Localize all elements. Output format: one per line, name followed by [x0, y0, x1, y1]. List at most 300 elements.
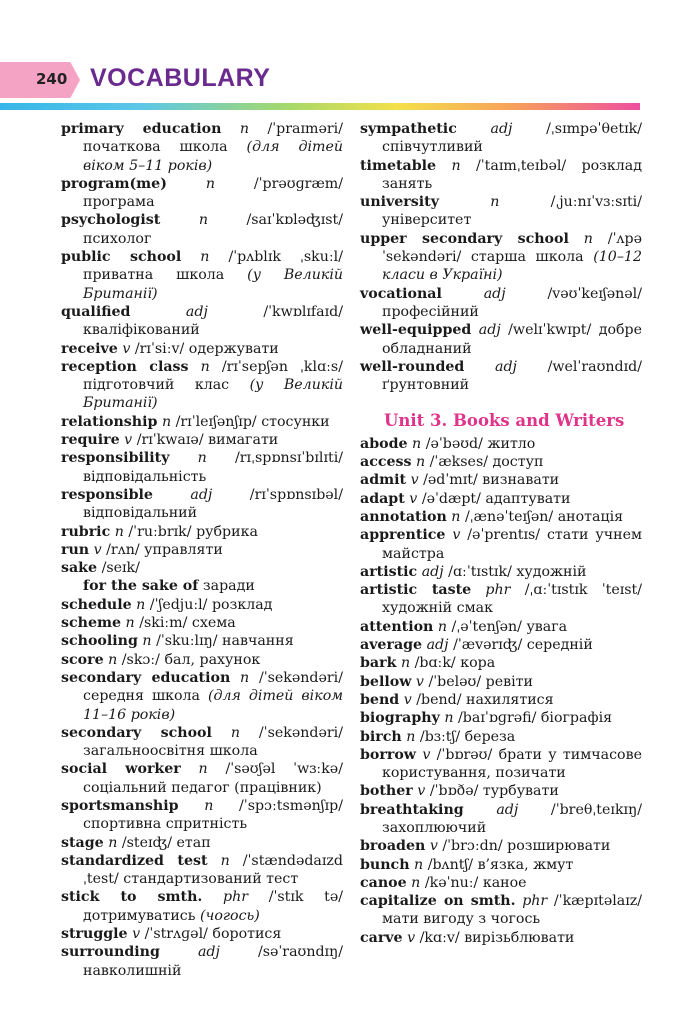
entry-transcription: /səˈraʊndɪŋ/ [257, 944, 344, 961]
entry-transcription: /welˈraʊndɪd/ [547, 358, 642, 375]
vocab-entry [61, 943, 343, 980]
entry-headword: well-equipped [360, 322, 472, 339]
entry-headword: stick to smth. [61, 889, 203, 906]
vocab-entry [360, 728, 642, 746]
entry-headword: require [61, 432, 120, 449]
entry-headword: annotation [360, 508, 447, 525]
entry-transcription: /bʌntʃ/ [427, 856, 474, 873]
entry-transcription: /skiːm/ [139, 615, 188, 632]
entry-part-of-speech: adj [494, 358, 517, 375]
entry-transcription: /bend/ [416, 691, 462, 708]
vocab-entry [360, 358, 642, 395]
entry-definition: нахилятися [466, 691, 554, 708]
entry-note: (10–12 класи в Україні) [382, 249, 642, 284]
entry-transcription: /ˌænəˈteɪʃən/ [464, 508, 554, 525]
entry-transcription: /baɪˈɒɡrəfi/ [458, 710, 537, 727]
entry-part-of-speech: n [200, 358, 210, 375]
entry-part-of-speech: adj [190, 486, 213, 503]
vocab-entry [360, 874, 642, 892]
entry-transcription: /ˈskuːlɪŋ/ [156, 633, 218, 650]
entry-transcription: /bɑːk/ [414, 655, 456, 672]
vocab-entry [360, 654, 642, 672]
entry-headword: public school [61, 249, 182, 266]
entry-part-of-speech: n [205, 175, 215, 192]
vocab-entry [360, 193, 642, 230]
entry-transcription: /ədˈmɪt/ [423, 472, 478, 489]
entry-definition: розклад занять [382, 157, 642, 192]
entry-headword: carve [360, 929, 403, 946]
vocab-entry [360, 508, 642, 526]
vocab-entry [61, 577, 343, 595]
entry-transcription: /ˈbrɔːdn/ [442, 838, 503, 855]
entry-headword: rubric [61, 523, 111, 540]
entry-definition: схема [191, 615, 236, 632]
entry-headword: birch [360, 728, 402, 745]
entry-part-of-speech: adj [197, 944, 220, 961]
entry-headword: average [360, 637, 423, 654]
entry-headword: struggle [61, 926, 128, 943]
entry-definition: бал, рахунок [164, 651, 261, 668]
entry-transcription: /rɪˈspɒnsɪbəl/ [249, 486, 343, 503]
entry-part-of-speech: n [230, 724, 240, 741]
entry-transcription: /ˈpʌblɪk ˌskuːl/ [228, 249, 343, 266]
entry-headword: secondary education [61, 669, 231, 686]
entry-definition: береза [464, 728, 516, 745]
entry-part-of-speech: v [122, 340, 131, 357]
entry-part-of-speech: v [132, 926, 141, 943]
entry-transcription: /ˈbeləʊ/ [428, 673, 482, 690]
entry-headword: apprentice [360, 527, 446, 544]
entry-part-of-speech: n [198, 761, 208, 778]
entry-definition: рубрика [196, 523, 258, 540]
entry-part-of-speech: phr [223, 889, 249, 906]
entry-part-of-speech: n [451, 508, 461, 525]
entry-headword: well-rounded [360, 358, 465, 375]
vocab-entry [360, 471, 642, 489]
entry-definition: художній смак [382, 600, 493, 617]
entry-transcription: /ˈkæpɪtəlaɪz/ [553, 893, 643, 910]
entry-part-of-speech: phr [485, 582, 511, 599]
entry-headword: sympathetic [360, 121, 457, 137]
left-column [61, 120, 343, 980]
vocab-entry [360, 618, 642, 636]
right-entries-bottom [360, 435, 642, 947]
entry-definition: біографія [540, 710, 613, 727]
unit-heading: Unit 3. Books and Writers [384, 411, 625, 431]
entry-headword: program(me) [61, 175, 167, 192]
entry-transcription: /ˈtaɪmˌteɪbəl/ [476, 157, 567, 174]
entry-part-of-speech: n [411, 874, 421, 891]
entry-transcription: /ˌəˈtenʃən/ [451, 618, 522, 635]
entry-transcription: /ˈkwɒlɪfaɪd/ [263, 303, 343, 320]
entry-definition: в’язка, жмут [477, 856, 574, 873]
entry-headword: attention [360, 618, 434, 635]
entry-transcription: /ˈbreθˌteɪkɪŋ/ [550, 801, 642, 818]
entry-part-of-speech: n [204, 797, 214, 814]
entry-part-of-speech: v [403, 691, 412, 708]
entry-headword: sportsmanship [61, 797, 179, 814]
vocab-entry [61, 614, 343, 632]
entry-definition: добре обладнаний [382, 322, 643, 357]
vocab-entry [61, 431, 343, 449]
entry-headword: artistic [360, 563, 418, 580]
entry-part-of-speech: n [451, 157, 461, 174]
entry-part-of-speech: v [124, 432, 133, 449]
entry-definition: брати у тимчасове користування, позичати [382, 746, 642, 782]
entry-part-of-speech: n [400, 655, 411, 672]
entry-headword: biography [360, 710, 440, 727]
entry-part-of-speech: v [407, 929, 416, 946]
entry-definition: визнавати [482, 472, 560, 489]
entry-part-of-speech: v [410, 472, 419, 489]
entry-transcription: /skɔː/ [121, 651, 160, 668]
entry-definition: заради [202, 578, 255, 595]
entry-part-of-speech: n [198, 212, 208, 229]
entry-part-of-speech: adj [483, 285, 506, 302]
entry-definition: розширювати [507, 838, 611, 855]
entry-note: (у Великій Британії) [83, 267, 343, 302]
entry-headword: relationship [61, 413, 158, 430]
entry-definition: каное [482, 874, 527, 891]
entry-part-of-speech: n [406, 728, 416, 745]
entry-transcription: /vəʊˈkeɪʃənəl/ [547, 285, 643, 302]
entry-definition: відповідальність [83, 468, 207, 485]
entry-part-of-speech: v [422, 746, 431, 763]
vocab-entry [61, 669, 343, 724]
entry-part-of-speech: adj [185, 303, 208, 320]
entry-part-of-speech: v [415, 673, 424, 690]
vocab-entry [61, 413, 343, 431]
entry-transcription: /ˈbɒrəʊ/ [436, 746, 493, 763]
entry-definition: програма [83, 194, 155, 211]
entry-definition: художній [516, 563, 587, 580]
entry-transcription: /rɪˈleɪʃənʃɪp/ [175, 413, 257, 430]
entry-part-of-speech: n [490, 194, 500, 211]
entry-headword: stage [61, 834, 104, 851]
vocab-entry [61, 303, 343, 340]
entry-transcription: /bɜːtʃ/ [419, 728, 461, 745]
entry-transcription: /rɪˈsepʃən ˌklɑːs/ [221, 358, 343, 375]
vocab-entry [61, 925, 343, 943]
vocab-entry [61, 248, 343, 303]
entry-definition: увага [526, 618, 568, 635]
entry-definition: адаптувати [485, 490, 571, 507]
entry-part-of-speech: n [161, 413, 172, 430]
vocab-entry [360, 435, 642, 453]
entry-headword: access [360, 454, 412, 471]
entry-transcription: /ˈpraɪməri/ [267, 121, 343, 137]
entry-definition: вимагати [208, 432, 279, 449]
entry-part-of-speech: v [429, 838, 438, 855]
entry-definition: доступ [492, 454, 544, 471]
entry-definition: старша школа [470, 249, 584, 266]
entry-transcription: /ˈstrʌɡəl/ [144, 926, 208, 943]
entry-transcription: /ˈprəʊɡræm/ [253, 175, 344, 192]
entry-headword: primary education [61, 121, 222, 137]
entry-definition: мати вигоду з чогось [382, 911, 541, 928]
entry-definition: ґрунтовний [382, 377, 470, 394]
vocab-entry [360, 782, 642, 800]
entry-definition: соціальний педагог (працівник) [83, 779, 322, 796]
entry-headword: upper secondary school [360, 230, 569, 247]
entry-headword: bellow [360, 673, 412, 690]
entry-definition: дотримуватись [83, 907, 196, 924]
vocab-entry [61, 651, 343, 669]
entry-headword: responsibility [61, 450, 170, 467]
entry-part-of-speech: n [416, 454, 426, 471]
entry-headword: adapt [360, 490, 405, 507]
entry-transcription: /welɪˈkwɪpt/ [508, 322, 592, 339]
entry-part-of-speech: n [412, 435, 422, 452]
vocab-entry [61, 541, 343, 559]
entry-part-of-speech: n [108, 834, 118, 851]
entry-definition: стати учнем майстра [382, 527, 642, 562]
entry-definition: університет [382, 212, 472, 229]
entry-transcription: /ˈsəʊʃəl ˈwɜːkə/ [225, 761, 343, 778]
entry-transcription: /ˈævərɪʤ/ [453, 637, 523, 654]
entry-headword: responsible [61, 486, 153, 503]
vocab-entry [360, 453, 642, 471]
vocab-entry [360, 636, 642, 654]
entry-transcription: /əˈdæpt/ [421, 490, 481, 507]
entry-note: (для дітей віком 5–11 років) [83, 139, 343, 174]
entry-headword: for the sake of [83, 578, 199, 595]
entry-headword: timetable [360, 157, 437, 174]
vocab-entry [360, 285, 642, 322]
entry-headword: psychologist [61, 212, 161, 229]
entry-note: (у Великій Британії) [83, 377, 344, 412]
entry-part-of-speech: n [220, 852, 230, 869]
rainbow-divider [0, 103, 640, 110]
vocab-entry [360, 490, 642, 508]
entry-headword: schooling [61, 633, 138, 650]
entry-definition: стосунки [261, 413, 330, 430]
vocab-entry [61, 834, 343, 852]
entry-definition: управляти [144, 541, 223, 558]
entry-transcription: /ˌsɪmpəˈθetɪk/ [546, 121, 642, 137]
entry-headword: schedule [61, 596, 132, 613]
vocab-entry [360, 691, 642, 709]
entry-definition: приватна школа [83, 267, 225, 284]
vocab-entry [61, 120, 343, 175]
entry-headword: breathtaking [360, 801, 464, 818]
entry-definition: ревіти [485, 673, 533, 690]
entry-part-of-speech: n [444, 710, 454, 727]
entry-headword: abode [360, 435, 408, 452]
vocab-entry [61, 632, 343, 650]
entry-part-of-speech: n [125, 615, 135, 632]
entry-transcription: /ˈsekəndəri/ [258, 669, 344, 686]
entry-part-of-speech: v [93, 541, 102, 558]
entry-definition: одержувати [188, 340, 279, 357]
entry-headword: receive [61, 340, 118, 357]
entry-definition: кора [460, 655, 496, 672]
entry-transcription: /ˈbɒðə/ [429, 783, 479, 800]
vocab-entry [360, 526, 642, 563]
entry-part-of-speech: n [414, 856, 424, 873]
vocab-entry [61, 797, 343, 834]
entry-headword: bark [360, 655, 397, 672]
entry-headword: run [61, 541, 90, 558]
entry-headword: sake [61, 560, 98, 577]
entry-note: (для дітей віком 11–16 років) [83, 688, 343, 723]
entry-transcription: /əˈbəʊd/ [425, 435, 483, 452]
entry-headword: bend [360, 691, 400, 708]
entry-transcription: /saɪˈkɒləʤɪst/ [246, 212, 344, 229]
entry-definition: професійний [382, 303, 479, 320]
vocab-entry [61, 486, 343, 523]
entry-part-of-speech: n [197, 450, 207, 467]
entry-headword: borrow [360, 746, 417, 763]
vocab-entry [360, 581, 642, 618]
vocab-entry [61, 596, 343, 614]
vocab-entry [360, 120, 642, 157]
entry-headword: bunch [360, 856, 410, 873]
entry-headword: reception class [61, 358, 189, 375]
entry-transcription: /ˈruːbrɪk/ [128, 523, 192, 540]
vocab-entry [360, 563, 642, 581]
entry-note: (чогось) [199, 907, 260, 924]
vocab-entry [61, 559, 343, 577]
entry-definition: підготовчий клас [83, 377, 230, 394]
vocab-entry [360, 801, 642, 838]
entry-definition: навчання [222, 633, 294, 650]
entry-part-of-speech: adj [496, 801, 519, 818]
entry-part-of-speech: adj [426, 637, 449, 654]
entry-definition: захоплюючий [382, 819, 487, 836]
vocab-entry [61, 211, 343, 248]
entry-part-of-speech: v [409, 490, 418, 507]
entry-headword: standardized test [61, 852, 208, 869]
vocab-entry [360, 746, 642, 783]
entry-part-of-speech: n [200, 249, 210, 266]
entry-definition: співчутливий [382, 139, 483, 156]
entry-transcription: /kəˈnuː/ [424, 874, 479, 891]
vocab-entry [360, 929, 642, 947]
entry-transcription: /ˌɑːˈtɪstɪk ˈteɪst/ [524, 582, 643, 599]
entry-part-of-speech: adj [490, 121, 513, 137]
entry-definition: вирізьблювати [464, 929, 575, 946]
entry-definition: кваліфікований [83, 322, 200, 339]
vocab-entry [360, 321, 642, 358]
vocab-entry [61, 449, 343, 486]
entry-headword: bother [360, 783, 413, 800]
right-entries-top [360, 120, 642, 394]
entry-headword: artistic taste [360, 582, 472, 599]
entry-definition: початкова школа [83, 139, 228, 156]
entry-definition: навколишній [83, 962, 182, 979]
entry-headword: secondary school [61, 724, 212, 741]
page-title: VOCABULARY [90, 64, 271, 92]
entry-part-of-speech: adj [478, 322, 501, 339]
entry-transcription: /ˈʌpə ˈsekəndəri/ [382, 230, 642, 266]
entry-definition: загальноосвітня школа [83, 743, 258, 760]
entry-part-of-speech: n [437, 618, 448, 635]
entry-transcription: /rɪˈsiːv/ [134, 340, 185, 357]
entry-part-of-speech: n [583, 230, 593, 247]
entry-headword: score [61, 651, 104, 668]
vocab-entry [360, 709, 642, 727]
entry-transcription: /seɪk/ [101, 560, 140, 577]
vocab-entry [360, 892, 642, 929]
entry-transcription: /rɪˌspɒnsɪˈbɪlɪti/ [235, 450, 344, 467]
entry-headword: social worker [61, 761, 181, 778]
entry-part-of-speech: n [136, 596, 146, 613]
entry-definition: середня школа [83, 688, 201, 705]
entry-definition: анотація [557, 508, 624, 525]
entry-transcription: /ˈspɔːtsmənʃɪp/ [239, 797, 344, 814]
entry-part-of-speech: n [239, 121, 250, 137]
entry-transcription: /ˈstændədaɪzd ˌtest/ [83, 852, 343, 888]
entry-definition: боротися [212, 926, 282, 943]
page-number: 240 [36, 70, 68, 88]
vocab-entry [61, 523, 343, 541]
vocab-entry [61, 888, 343, 925]
vocab-entry [61, 340, 343, 358]
vocab-entry [360, 230, 642, 285]
entry-headword: surrounding [61, 944, 160, 961]
entry-transcription: /ɑːˈtɪstɪk/ [448, 563, 512, 580]
entry-transcription: /əˈprentɪs/ [467, 527, 541, 544]
entry-headword: qualified [61, 303, 131, 320]
entry-definition: відповідальний [83, 505, 198, 522]
entry-definition: розклад [211, 596, 273, 613]
entry-part-of-speech: n [240, 669, 250, 686]
entry-transcription: /rʌn/ [106, 541, 140, 558]
vocab-entry [61, 175, 343, 212]
entry-transcription: /kɑːv/ [419, 929, 460, 946]
entry-transcription: /ˈstɪk tə/ [268, 889, 344, 906]
entry-headword: vocational [360, 285, 442, 302]
vocab-entry [61, 852, 343, 889]
vocab-entry [61, 724, 343, 761]
entry-part-of-speech: phr [522, 893, 548, 910]
vocab-entry [61, 760, 343, 797]
entry-definition: середній [526, 637, 593, 654]
entry-transcription: /ˈʃedjuːl/ [149, 596, 208, 613]
entry-part-of-speech: n [142, 633, 152, 650]
vocab-entry [360, 157, 642, 194]
entry-headword: capitalize on smth. [360, 893, 516, 910]
entry-definition: етап [176, 834, 211, 851]
entry-part-of-speech: n [114, 523, 124, 540]
entry-definition: психолог [83, 230, 152, 247]
vocab-entry [360, 856, 642, 874]
entry-headword: university [360, 194, 439, 211]
entry-definition: турбувати [482, 783, 559, 800]
entry-transcription: /ˈsekəndəri/ [258, 724, 343, 741]
entry-part-of-speech: v [452, 527, 461, 544]
entry-headword: admit [360, 472, 407, 489]
vocab-entry [61, 358, 343, 413]
entry-transcription: /ˈækses/ [429, 454, 489, 471]
vocab-entry [360, 673, 642, 691]
entry-definition: спортивна спритність [83, 816, 248, 833]
vocab-entry [360, 837, 642, 855]
entry-transcription: /rɪˈkwaɪə/ [136, 432, 204, 449]
entry-part-of-speech: v [417, 783, 426, 800]
entry-part-of-speech: adj [421, 563, 444, 580]
entry-part-of-speech: n [108, 651, 118, 668]
entry-definition: житло [487, 435, 536, 452]
entry-headword: broaden [360, 838, 426, 855]
entry-transcription: /steɪʤ/ [121, 834, 172, 851]
right-column [360, 120, 642, 947]
entry-definition: стандартизований тест [123, 871, 299, 888]
entry-transcription: /ˌjuːnɪˈvɜːsɪti/ [550, 194, 642, 211]
entry-headword: canoe [360, 874, 407, 891]
entry-headword: scheme [61, 615, 122, 632]
